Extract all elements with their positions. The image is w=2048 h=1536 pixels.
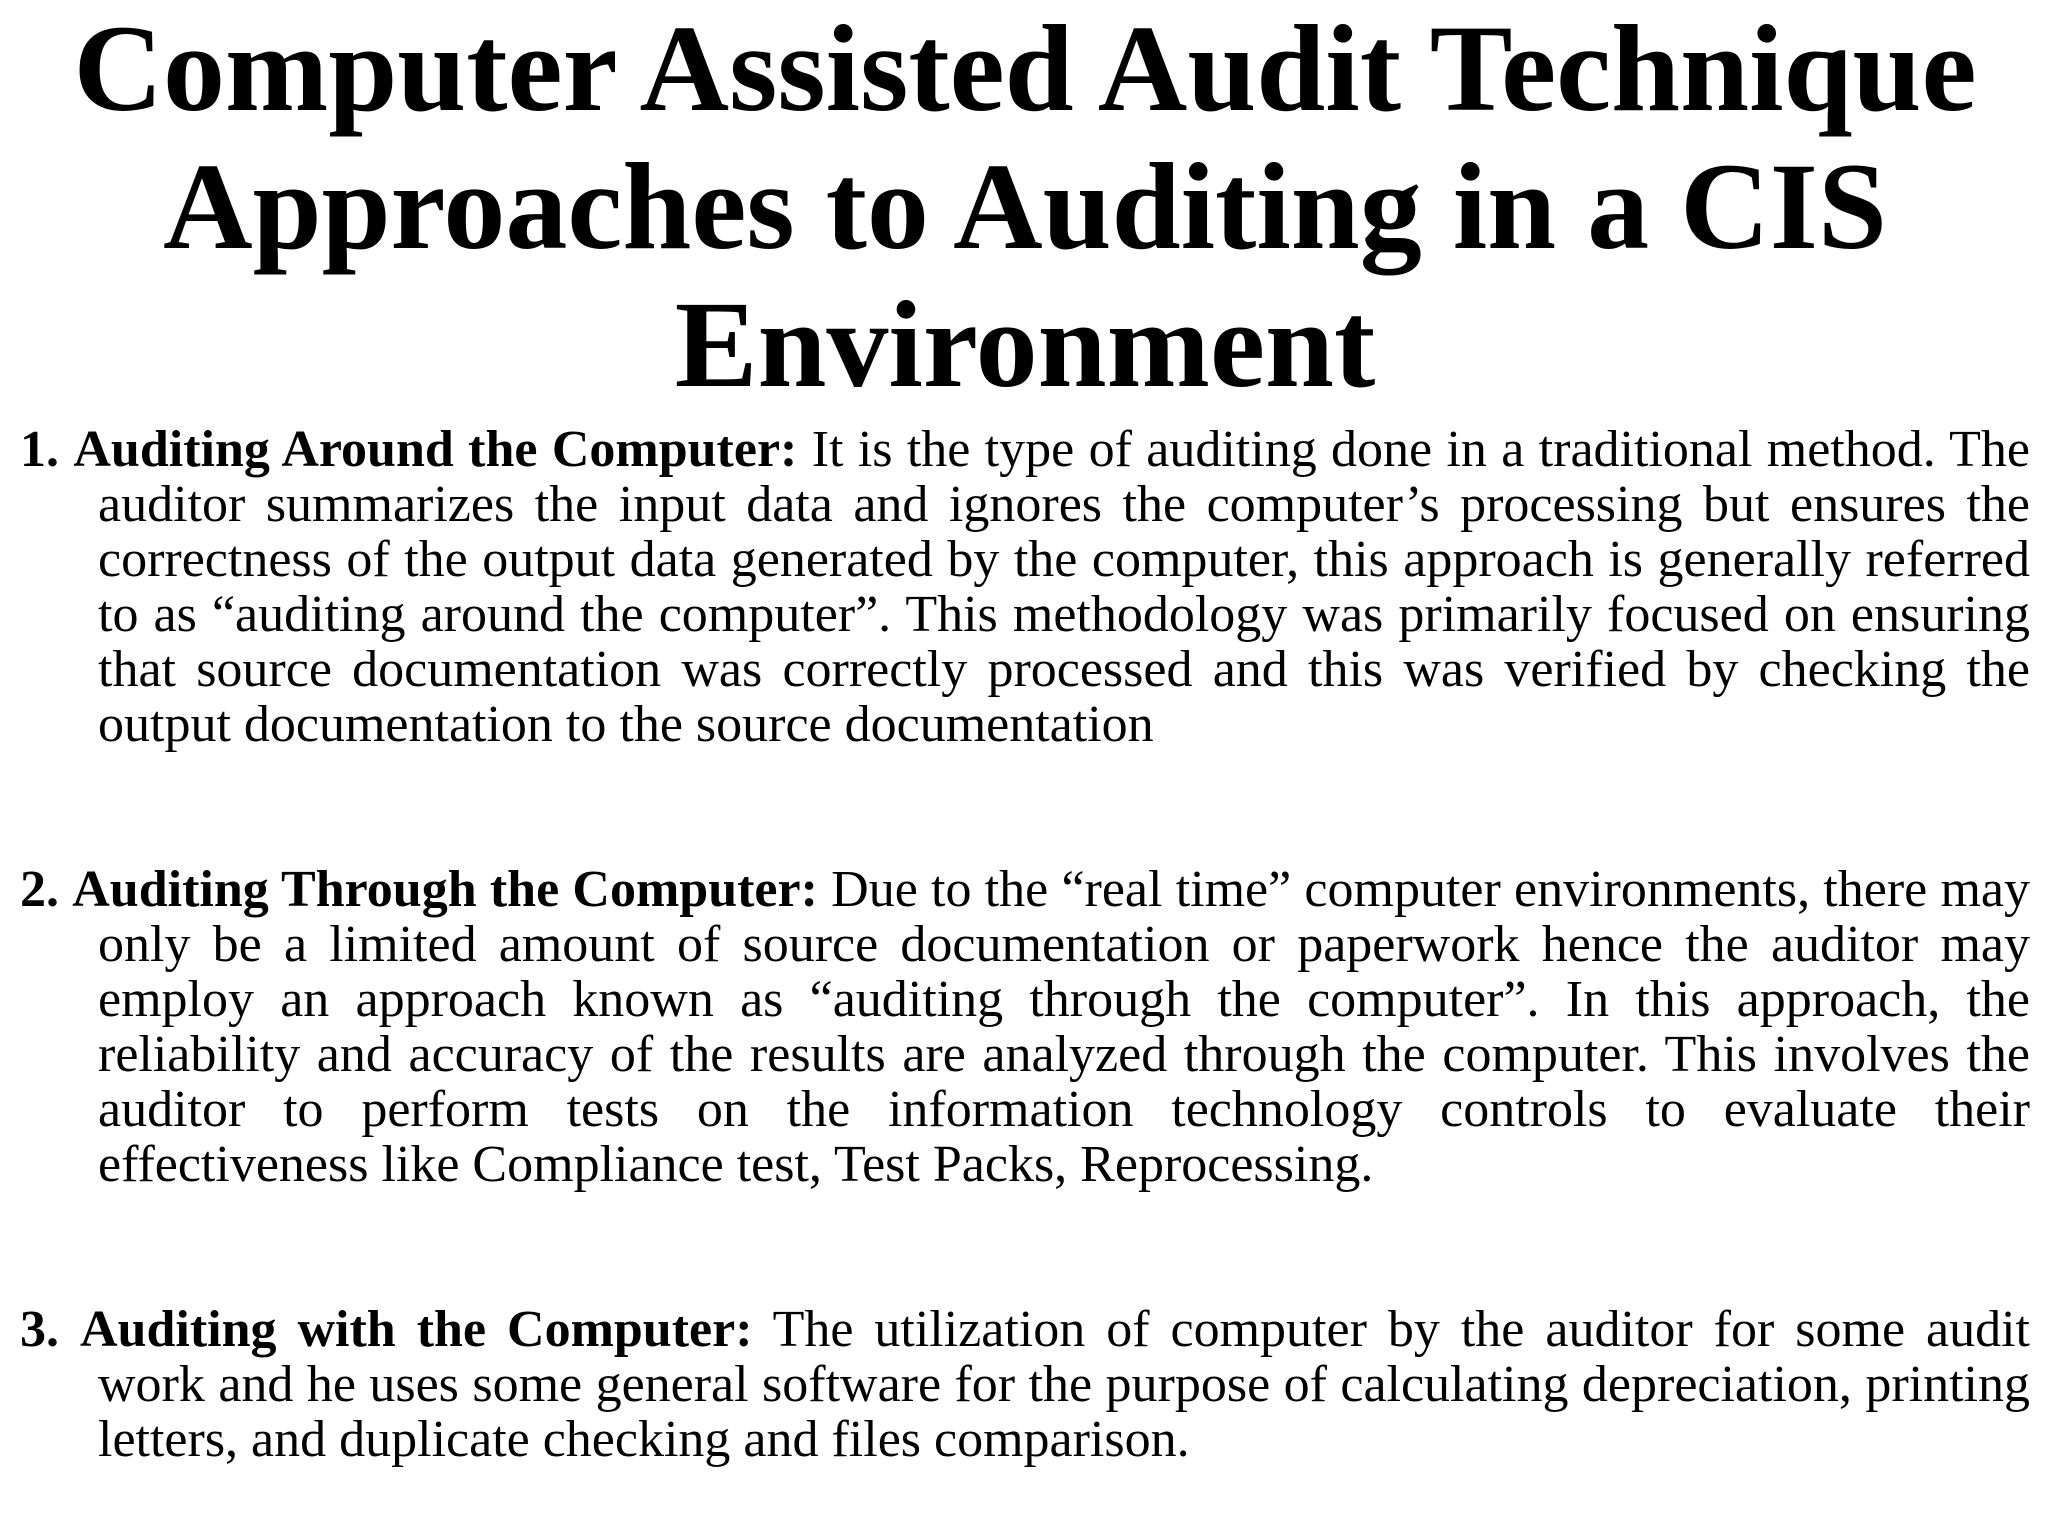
approach-item-with [20, 1302, 2030, 1467]
title-line-3: Environment [674, 276, 1376, 413]
item-term: Auditing Around the Computer: [73, 421, 798, 478]
item-text: The utilization of computer by the auditor for some audit work and he uses some general software for the purpose of calculating depreciation, printing letters, and duplicate checking and files comparison. [98, 1301, 2030, 1468]
item-term: Auditing Through the Computer: [72, 861, 818, 918]
item-number: 2. [20, 861, 59, 918]
item-number: 1. [20, 421, 59, 478]
approach-list [20, 422, 2030, 1467]
page-title [20, 0, 2030, 414]
item-text: Due to the “real time” computer environments, there may only be a limited amount of source documentation or paperwork hence the auditor may employ an approach known as “auditing through the computer”. In this approach, the reliability and accuracy of the results are analyzed through the computer. This involves the auditor to perform tests on the information technology controls to evaluate their effectiveness like Compliance test, Test Packs, Reprocessing. [98, 861, 2030, 1193]
title-line-2: Approaches to Auditing in a CIS [163, 138, 1887, 275]
title-line-1: Computer Assisted Audit Technique [73, 0, 1977, 137]
item-text: It is the type of auditing done in a traditional method. The auditor summarizes the input data and ignores the computer’s processing but ensures the correctness of the output data generated by the computer, this approach is generally referred to as “auditing around the computer”. This methodology was primarily focused on ensuring that source documentation was correctly processed and this was verified by checking the output documentation to the source documentation [98, 421, 2030, 753]
approach-item-around [20, 422, 2030, 752]
item-number: 3. [20, 1301, 59, 1358]
item-term: Auditing with the Computer: [79, 1301, 753, 1358]
approach-item-through [20, 862, 2030, 1192]
